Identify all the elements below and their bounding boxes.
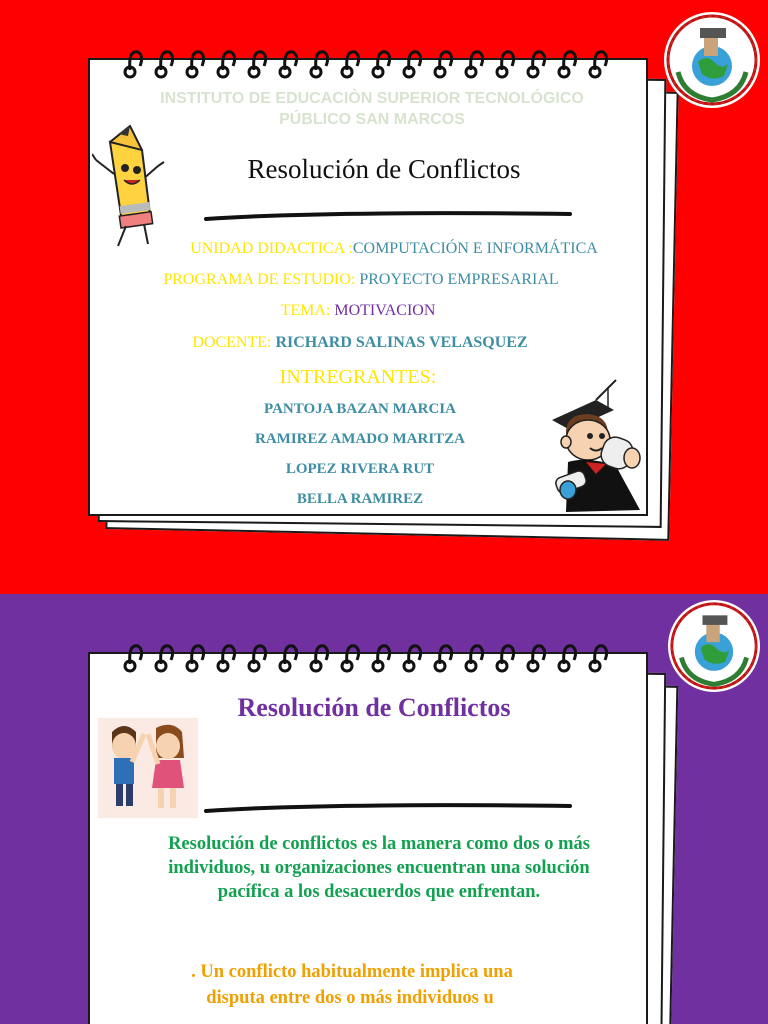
member-item: PANTOJA BAZAN MARCIA [264, 401, 456, 417]
slide-2 [0, 594, 768, 1024]
spiral-rings [0, 594, 768, 694]
slide2-title: Resolución de Conflictos [237, 693, 511, 722]
member-item: LOPEZ RIVERA RUT [285, 461, 435, 477]
docente-row [0, 334, 744, 352]
member-item: RAMIREZ AMADO MARITZA [255, 431, 465, 447]
definition-line: pacífica a los desacuerdos que enfrentan. [217, 882, 541, 902]
tema-row [0, 302, 742, 320]
institute-name-line1: INSTITUTO DE EDUCACIÒN SUPERIOR TECNOLÓGICO [160, 90, 584, 107]
programa-label: PROGRAMA DE ESTUDIO: [163, 271, 356, 288]
pencil-character-illustration [92, 122, 166, 250]
conflict-line: . Un conflicto habitualmente implica una [191, 962, 513, 982]
docente-value: RICHARD SALINAS VELASQUEZ [271, 334, 528, 351]
institute-name-line2: PÚBLICO SAN MARCOS [279, 111, 465, 128]
programa-value: PROYECTO EMPRESARIAL [355, 271, 559, 288]
institute-logo [664, 12, 760, 108]
graduate-character-illustration [546, 378, 646, 514]
unidad-label: UNIDAD DIDACTICA : [190, 240, 353, 257]
spiral-rings [0, 0, 768, 100]
docente-label: DOCENTE: [192, 334, 272, 351]
unidad-row [10, 240, 768, 258]
title-underline [204, 208, 572, 224]
tema-value: MOTIVACION [330, 302, 436, 319]
slide1-title: Resolución de Conflictos [247, 154, 521, 184]
programa-row [0, 271, 745, 289]
tema-label: TEMA: [280, 302, 331, 319]
title-underline [204, 800, 572, 816]
kids-high-five-illustration [98, 718, 198, 818]
unidad-value: COMPUTACIÓN E INFORMÁTICA [352, 240, 598, 257]
definition-line: individuos, u organizaciones encuentran una solución [168, 858, 590, 878]
member-item: BELLA RAMIREZ [296, 491, 424, 507]
conflict-line: disputa entre dos o más individuos u [206, 988, 494, 1008]
integrantes-heading: INTREGRANTES: [279, 366, 437, 388]
definition-line: Resolución de conflictos es la manera como dos o más [168, 834, 590, 854]
institute-logo [668, 600, 760, 692]
